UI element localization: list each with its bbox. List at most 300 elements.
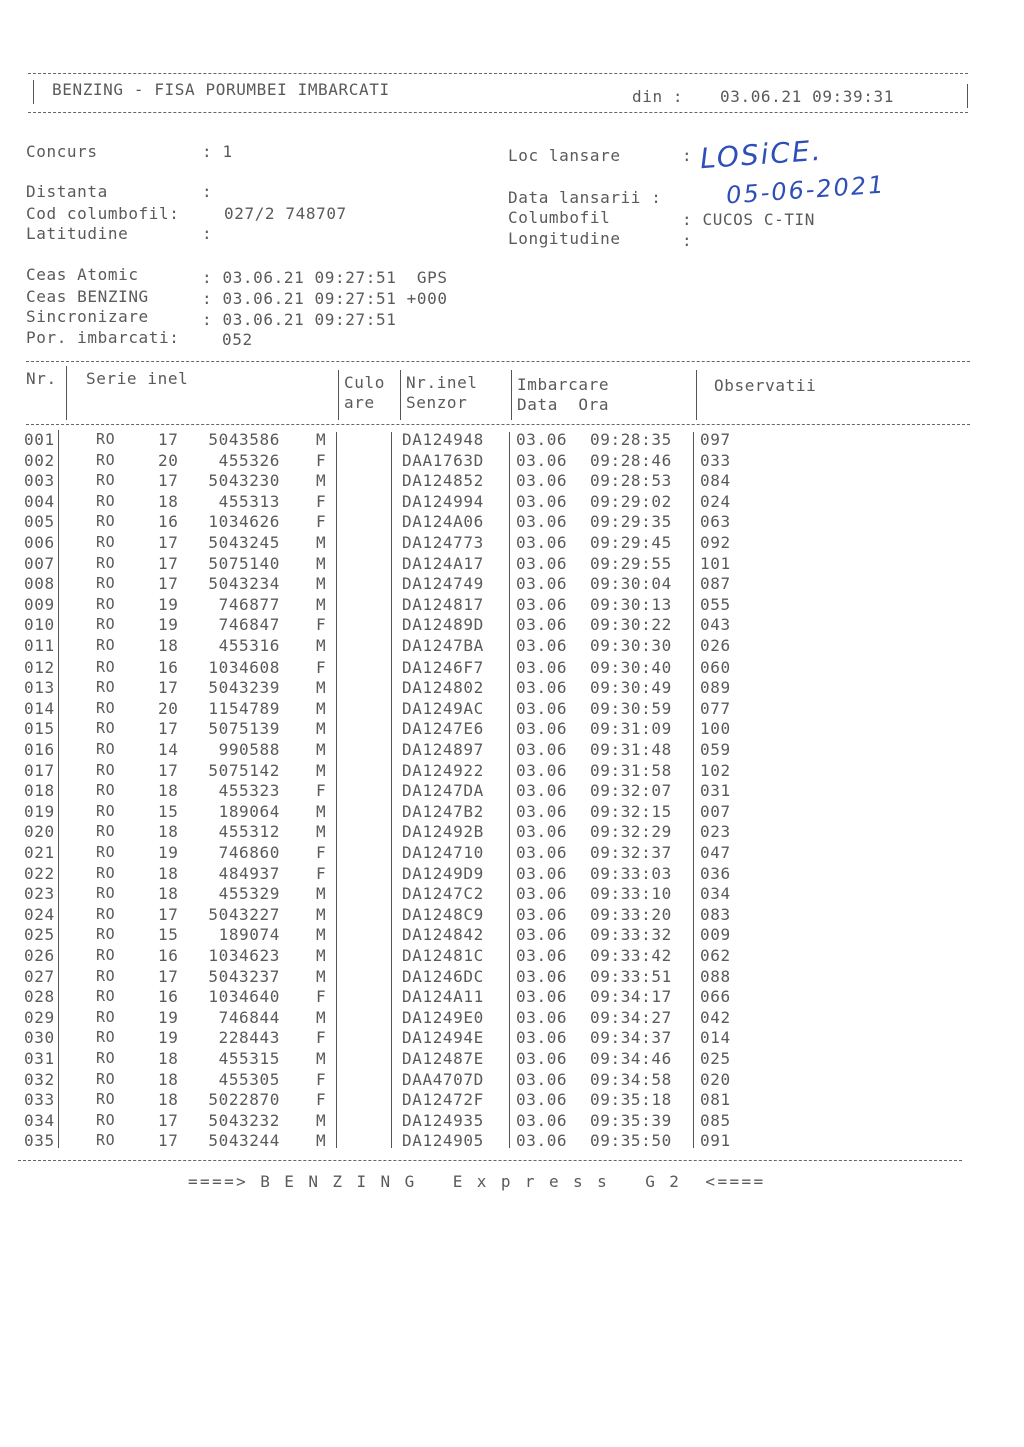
- row-nr: 032: [24, 1069, 55, 1089]
- row-sex: M: [316, 678, 327, 698]
- row-sensor: DA124A11: [402, 987, 484, 1007]
- row-sensor: DA1249E0: [402, 1007, 484, 1027]
- row-date: 03.06: [516, 574, 568, 594]
- row-obs: 062: [700, 946, 731, 965]
- row-country: RO: [96, 574, 116, 593]
- row-obs: 042: [700, 1007, 731, 1027]
- row-sensor: DA124710: [402, 843, 484, 862]
- header-left-bar: [33, 80, 34, 104]
- row-year: 19: [158, 594, 179, 614]
- row-ring: 1034608: [208, 657, 280, 677]
- row-year: 17: [158, 553, 179, 573]
- row-ring: 5022870: [208, 1090, 280, 1110]
- row-sex: F: [316, 987, 327, 1007]
- row-sensor: DA124994: [402, 491, 484, 511]
- row-year: 15: [158, 801, 179, 821]
- row-sex: M: [316, 884, 327, 904]
- row-obs: 055: [700, 594, 731, 614]
- row-obs: 066: [700, 987, 731, 1007]
- row-time: 09:30:04: [590, 574, 672, 594]
- row-sex: F: [316, 1069, 327, 1089]
- row-time: 09:32:37: [590, 843, 672, 862]
- por-imbarcati-value: 052: [222, 330, 253, 349]
- row-ring: 746877: [218, 594, 280, 614]
- row-sensor: DA124749: [402, 574, 484, 594]
- cod-label: Cod columbofil:: [26, 204, 180, 223]
- row-date: 03.06: [516, 594, 568, 614]
- row-date: 03.06: [516, 636, 568, 655]
- row-sensor: DAA1763D: [402, 450, 484, 470]
- row-nr: 010: [24, 615, 55, 635]
- row-nr: 003: [24, 471, 55, 491]
- row-year: 16: [158, 946, 179, 965]
- row-obs: 023: [700, 822, 731, 842]
- row-country: RO: [96, 1090, 116, 1109]
- row-country: RO: [96, 657, 116, 676]
- row-nr: 006: [24, 533, 55, 552]
- latitudine-label: Latitudine: [26, 224, 129, 243]
- row-date: 03.06: [516, 801, 568, 821]
- row-obs: 087: [700, 574, 731, 594]
- row-country: RO: [96, 987, 116, 1006]
- row-nr: 017: [24, 760, 55, 780]
- row-date: 03.06: [516, 781, 568, 801]
- data-lansarii-handwritten: 05-06-2021: [725, 170, 887, 210]
- row-sensor: DA124897: [402, 740, 484, 759]
- row-date: 03.06: [516, 863, 568, 883]
- sincronizare-label: Sincronizare: [26, 307, 149, 326]
- row-time: 09:33:20: [590, 904, 672, 924]
- row-sensor: DA12489D: [402, 615, 484, 635]
- row-ring: 189074: [218, 925, 280, 945]
- row-time: 09:30:49: [590, 678, 672, 698]
- row-nr: 025: [24, 925, 55, 945]
- row-obs: 034: [700, 884, 731, 904]
- body-divider-culo: [336, 432, 337, 1148]
- row-ring: 1034626: [208, 512, 280, 532]
- row-obs: 097: [700, 430, 731, 449]
- row-sensor: DA124948: [402, 430, 484, 449]
- row-sex: M: [316, 946, 327, 965]
- col-divider-culo: [338, 370, 339, 420]
- row-time: 09:34:17: [590, 987, 672, 1007]
- row-sex: F: [316, 450, 327, 470]
- row-year: 18: [158, 884, 179, 904]
- row-sex: M: [316, 925, 327, 945]
- row-sensor: DA124905: [402, 1131, 484, 1151]
- col-header-nrinel2: Senzor: [406, 393, 468, 412]
- ceas-atomic-label: Ceas Atomic: [26, 265, 139, 284]
- row-sex: M: [316, 801, 327, 821]
- row-nr: 007: [24, 553, 55, 573]
- row-ring: 746847: [218, 615, 280, 635]
- row-ring: 746860: [218, 843, 280, 862]
- row-country: RO: [96, 1131, 116, 1150]
- row-year: 14: [158, 740, 179, 759]
- body-divider-nr: [58, 430, 59, 1148]
- col-header-serie: Serie inel: [86, 369, 189, 388]
- row-country: RO: [96, 843, 116, 861]
- row-sensor: DA1249D9: [402, 863, 484, 883]
- row-sensor: DAA4707D: [402, 1069, 484, 1089]
- col-divider-imb: [511, 370, 512, 420]
- row-ring: 189064: [218, 801, 280, 821]
- row-sex: M: [316, 430, 327, 449]
- row-obs: 083: [700, 904, 731, 924]
- col-header-data-ora: Data Ora: [517, 395, 610, 414]
- row-year: 17: [158, 471, 179, 491]
- row-ring: 5043227: [208, 904, 280, 924]
- row-date: 03.06: [516, 719, 568, 739]
- columbofil-label: Columbofil: [508, 208, 611, 227]
- row-sensor: DA1248C9: [402, 904, 484, 924]
- row-obs: 102: [700, 760, 731, 780]
- row-ring: 484937: [218, 863, 280, 883]
- row-year: 17: [158, 430, 179, 449]
- row-sensor: DA1247E6: [402, 719, 484, 739]
- row-year: 18: [158, 781, 179, 801]
- header-top-rule: [28, 73, 968, 74]
- row-obs: 031: [700, 781, 731, 801]
- row-time: 09:31:09: [590, 719, 672, 739]
- row-country: RO: [96, 760, 116, 779]
- row-sex: M: [316, 719, 327, 739]
- row-time: 09:28:53: [590, 471, 672, 491]
- row-nr: 035: [24, 1131, 55, 1151]
- row-date: 03.06: [516, 925, 568, 945]
- row-country: RO: [96, 615, 116, 634]
- row-sex: F: [316, 1090, 327, 1110]
- row-obs: 088: [700, 966, 731, 986]
- row-nr: 016: [24, 740, 55, 759]
- row-country: RO: [96, 450, 116, 469]
- body-divider-nrinel: [391, 432, 392, 1148]
- row-year: 16: [158, 657, 179, 677]
- row-obs: 060: [700, 657, 731, 677]
- row-nr: 023: [24, 884, 55, 904]
- row-date: 03.06: [516, 1131, 568, 1151]
- row-ring: 455329: [218, 884, 280, 904]
- row-nr: 022: [24, 863, 55, 883]
- document-title: BENZING - FISA PORUMBEI IMBARCATI: [52, 80, 390, 99]
- row-obs: 063: [700, 512, 731, 532]
- row-sensor: DA12492B: [402, 822, 484, 842]
- row-sex: F: [316, 863, 327, 883]
- row-country: RO: [96, 946, 116, 964]
- row-obs: 059: [700, 740, 731, 759]
- row-ring: 455323: [218, 781, 280, 801]
- concurs-label: Concurs: [26, 142, 98, 161]
- row-year: 17: [158, 966, 179, 986]
- row-nr: 009: [24, 594, 55, 614]
- row-ring: 5075142: [208, 760, 280, 780]
- row-date: 03.06: [516, 553, 568, 573]
- row-time: 09:31:48: [590, 740, 672, 759]
- row-sex: M: [316, 1131, 327, 1151]
- row-date: 03.06: [516, 1110, 568, 1130]
- row-sex: F: [316, 781, 327, 801]
- row-year: 17: [158, 1131, 179, 1151]
- row-time: 09:35:18: [590, 1090, 672, 1110]
- row-nr: 024: [24, 904, 55, 924]
- row-sensor: DA124A06: [402, 512, 484, 532]
- row-time: 09:30:13: [590, 594, 672, 614]
- row-date: 03.06: [516, 1069, 568, 1089]
- ceas-benzing-value: : 03.06.21 09:27:51 +000: [202, 289, 448, 308]
- row-sex: M: [316, 760, 327, 780]
- row-ring: 5043232: [208, 1110, 280, 1130]
- row-year: 17: [158, 678, 179, 698]
- row-obs: 014: [700, 1028, 731, 1048]
- row-time: 09:35:50: [590, 1131, 672, 1151]
- row-time: 09:33:42: [590, 946, 672, 965]
- row-year: 18: [158, 491, 179, 511]
- longitudine-label: Longitudine: [508, 229, 621, 248]
- row-ring: 455313: [218, 491, 280, 511]
- row-ring: 1154789: [208, 698, 280, 718]
- longitudine-value: :: [682, 231, 693, 250]
- row-time: 09:30:40: [590, 657, 672, 677]
- row-obs: 089: [700, 678, 731, 698]
- col-divider-obs: [696, 370, 697, 420]
- row-date: 03.06: [516, 987, 568, 1007]
- row-date: 03.06: [516, 1028, 568, 1048]
- row-date: 03.06: [516, 533, 568, 552]
- row-sex: M: [316, 966, 327, 986]
- row-date: 03.06: [516, 491, 568, 511]
- row-nr: 005: [24, 512, 55, 532]
- row-nr: 026: [24, 946, 55, 965]
- row-time: 09:35:39: [590, 1110, 672, 1130]
- row-year: 18: [158, 863, 179, 883]
- row-date: 03.06: [516, 512, 568, 532]
- row-date: 03.06: [516, 450, 568, 470]
- row-obs: 043: [700, 615, 731, 635]
- row-country: RO: [96, 1069, 116, 1088]
- row-year: 18: [158, 1069, 179, 1089]
- col-divider-nrinel: [400, 370, 401, 420]
- row-sensor: DA124802: [402, 678, 484, 698]
- row-ring: 5075140: [208, 553, 280, 573]
- row-ring: 5043239: [208, 678, 280, 698]
- row-sex: F: [316, 1028, 327, 1048]
- row-time: 09:30:59: [590, 698, 672, 718]
- row-obs: 026: [700, 636, 731, 655]
- row-time: 09:33:32: [590, 925, 672, 945]
- row-nr: 028: [24, 987, 55, 1007]
- row-year: 15: [158, 925, 179, 945]
- row-time: 09:34:37: [590, 1028, 672, 1048]
- row-sex: M: [316, 822, 327, 842]
- row-date: 03.06: [516, 904, 568, 924]
- row-sex: F: [316, 657, 327, 677]
- col-header-nrinel1: Nr.inel: [406, 373, 478, 392]
- loc-handwritten: LOSiCE.: [698, 133, 824, 176]
- row-nr: 013: [24, 678, 55, 698]
- row-ring: 5043237: [208, 966, 280, 986]
- row-nr: 027: [24, 966, 55, 986]
- row-year: 16: [158, 512, 179, 532]
- concurs-value: : 1: [202, 142, 233, 161]
- row-sex: F: [316, 615, 327, 635]
- row-year: 19: [158, 1007, 179, 1027]
- header-right-bar: [967, 84, 968, 108]
- row-date: 03.06: [516, 760, 568, 780]
- row-ring: 455305: [218, 1069, 280, 1089]
- row-time: 09:29:02: [590, 491, 672, 511]
- row-sensor: DA124852: [402, 471, 484, 491]
- row-sensor: DA1246DC: [402, 966, 484, 986]
- row-sex: M: [316, 594, 327, 614]
- row-country: RO: [96, 1110, 116, 1129]
- col-header-culo1: Culo: [344, 373, 385, 392]
- row-sensor: DA124773: [402, 533, 484, 552]
- row-sex: M: [316, 553, 327, 573]
- row-sensor: DA124922: [402, 760, 484, 780]
- row-obs: 025: [700, 1049, 731, 1068]
- ceas-benzing-label: Ceas BENZING: [26, 287, 149, 306]
- row-sensor: DA124817: [402, 594, 484, 614]
- row-time: 09:33:03: [590, 863, 672, 883]
- row-time: 09:32:15: [590, 801, 672, 821]
- row-ring: 5043586: [208, 430, 280, 449]
- row-obs: 047: [700, 843, 731, 862]
- row-ring: 228443: [218, 1028, 280, 1048]
- row-sensor: DA1247DA: [402, 781, 484, 801]
- col-header-observatii: Observatii: [714, 376, 817, 395]
- row-sex: M: [316, 698, 327, 718]
- row-ring: 5075139: [208, 719, 280, 739]
- row-ring: 455326: [218, 450, 280, 470]
- row-country: RO: [96, 491, 116, 510]
- row-date: 03.06: [516, 1007, 568, 1027]
- row-sensor: DA124935: [402, 1110, 484, 1130]
- row-time: 09:28:35: [590, 430, 672, 449]
- columbofil-value: : CUCOS C-TIN: [682, 210, 816, 229]
- row-nr: 020: [24, 822, 55, 842]
- row-date: 03.06: [516, 822, 568, 842]
- row-date: 03.06: [516, 471, 568, 491]
- row-ring: 5043230: [208, 471, 280, 491]
- row-country: RO: [96, 678, 116, 697]
- row-sensor: DA12487E: [402, 1049, 484, 1068]
- row-country: RO: [96, 1049, 116, 1067]
- row-sensor: DA1249AC: [402, 698, 484, 718]
- row-time: 09:29:35: [590, 512, 672, 532]
- row-date: 03.06: [516, 966, 568, 986]
- row-sensor: DA124842: [402, 925, 484, 945]
- row-nr: 014: [24, 698, 55, 718]
- header-bottom-rule: [28, 112, 968, 113]
- row-year: 18: [158, 1090, 179, 1110]
- row-date: 03.06: [516, 657, 568, 677]
- row-obs: 081: [700, 1090, 731, 1110]
- row-obs: 085: [700, 1110, 731, 1130]
- row-country: RO: [96, 533, 116, 551]
- row-country: RO: [96, 698, 116, 717]
- row-obs: 092: [700, 533, 731, 552]
- row-country: RO: [96, 636, 116, 654]
- row-year: 18: [158, 1049, 179, 1068]
- body-divider-imb: [509, 432, 510, 1148]
- row-date: 03.06: [516, 1090, 568, 1110]
- row-time: 09:33:51: [590, 966, 672, 986]
- row-sex: M: [316, 533, 327, 552]
- row-nr: 012: [24, 657, 55, 677]
- row-date: 03.06: [516, 615, 568, 635]
- row-year: 20: [158, 698, 179, 718]
- body-divider-obs: [693, 432, 694, 1148]
- row-nr: 033: [24, 1090, 55, 1110]
- row-ring: 990588: [218, 740, 280, 759]
- distanta-value: :: [202, 182, 213, 201]
- row-sex: M: [316, 471, 327, 491]
- row-country: RO: [96, 822, 116, 841]
- row-nr: 019: [24, 801, 55, 821]
- row-sensor: DA12494E: [402, 1028, 484, 1048]
- table-header-rule: [26, 424, 970, 425]
- distanta-label: Distanta: [26, 182, 108, 201]
- row-country: RO: [96, 925, 116, 944]
- row-country: RO: [96, 1007, 116, 1026]
- row-time: 09:31:58: [590, 760, 672, 780]
- row-year: 19: [158, 615, 179, 635]
- row-sensor: DA12481C: [402, 946, 484, 965]
- cod-value: 027/2 748707: [224, 204, 347, 223]
- row-country: RO: [96, 553, 116, 572]
- ceas-atomic-value: : 03.06.21 09:27:51 GPS: [202, 268, 448, 287]
- loc-colon: :: [682, 146, 693, 165]
- row-ring: 1034640: [208, 987, 280, 1007]
- row-time: 09:34:46: [590, 1049, 672, 1068]
- row-obs: 020: [700, 1069, 731, 1089]
- row-year: 17: [158, 719, 179, 739]
- row-time: 09:29:45: [590, 533, 672, 552]
- row-ring: 455312: [218, 822, 280, 842]
- row-year: 17: [158, 760, 179, 780]
- row-nr: 002: [24, 450, 55, 470]
- row-date: 03.06: [516, 843, 568, 862]
- date-value: 03.06.21 09:39:31: [720, 87, 894, 106]
- row-nr: 029: [24, 1007, 55, 1027]
- col-header-imbarcare: Imbarcare: [517, 375, 610, 394]
- row-obs: 007: [700, 801, 731, 821]
- row-time: 09:34:58: [590, 1069, 672, 1089]
- row-ring: 5043245: [208, 533, 280, 552]
- row-ring: 455315: [218, 1049, 280, 1068]
- col-header-culo2: are: [344, 393, 375, 412]
- row-sensor: DA124A17: [402, 553, 484, 573]
- row-country: RO: [96, 884, 116, 903]
- row-sex: M: [316, 904, 327, 924]
- row-year: 17: [158, 904, 179, 924]
- row-nr: 030: [24, 1028, 55, 1048]
- sincronizare-value: : 03.06.21 09:27:51: [202, 310, 397, 329]
- row-obs: 100: [700, 719, 731, 739]
- row-year: 19: [158, 843, 179, 862]
- row-date: 03.06: [516, 1049, 568, 1068]
- row-ring: 1034623: [208, 946, 280, 965]
- row-ring: 5043244: [208, 1131, 280, 1151]
- row-time: 09:34:27: [590, 1007, 672, 1027]
- row-sex: M: [316, 636, 327, 655]
- row-time: 09:30:30: [590, 636, 672, 655]
- row-time: 09:33:10: [590, 884, 672, 904]
- row-year: 17: [158, 1110, 179, 1130]
- row-nr: 015: [24, 719, 55, 739]
- row-country: RO: [96, 863, 116, 882]
- row-nr: 001: [24, 430, 55, 449]
